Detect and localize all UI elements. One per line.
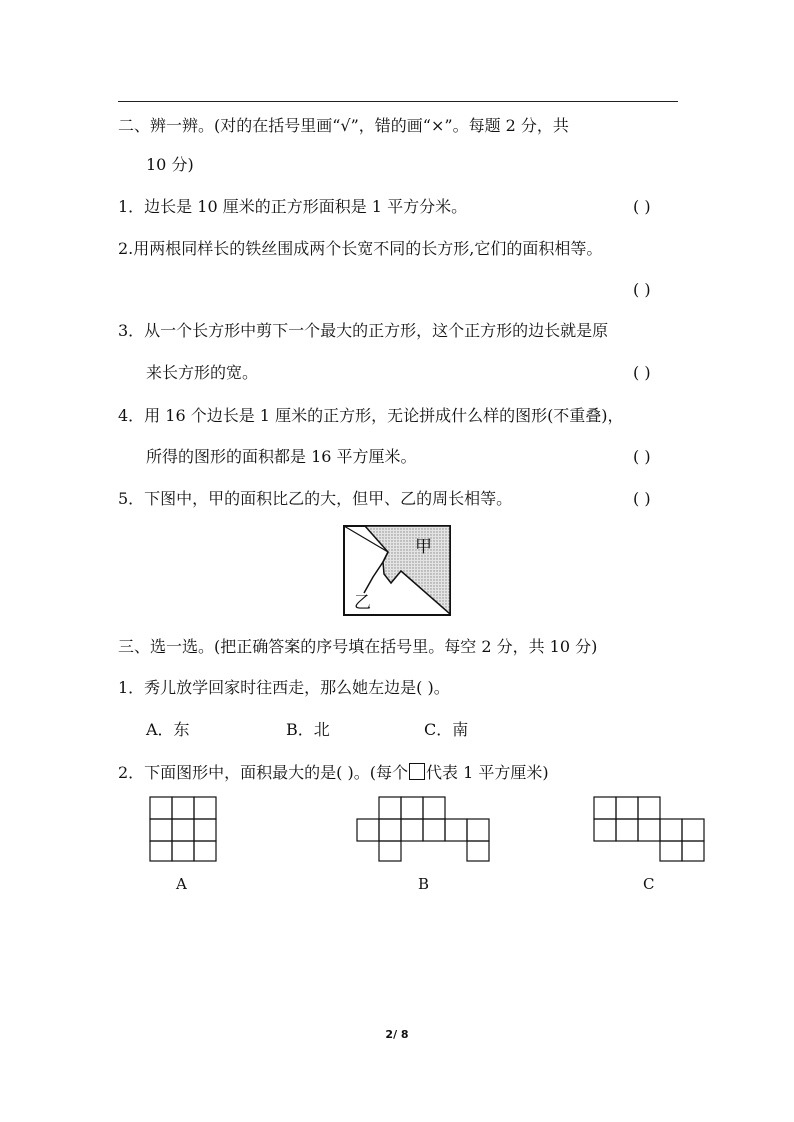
question-2-1: 1．边长是 10 厘米的正方形面积是 1 平方分米。 [118, 197, 468, 216]
grid-figure-a [149, 796, 219, 863]
option-c[interactable]: C．南 [424, 720, 469, 739]
jia-yi-figure [343, 525, 453, 617]
answer-paren-2-4[interactable]: ( ) [633, 447, 651, 466]
grid-label-a: A [176, 875, 187, 893]
question-2-4-line1: 4．用 16 个边长是 1 厘米的正方形，无论拼成什么样的图形(不重叠)， [118, 406, 624, 425]
question-2-2: 2.用两根同样长的铁丝围成两个长宽不同的长方形,它们的面积相等。 [118, 239, 603, 258]
grid-label-c: C [643, 875, 655, 893]
grid-figure-b [356, 796, 492, 863]
section2-header-line1: 二、辨一辨。(对的在括号里画“√”，错的画“×”。每题 2 分，共 [118, 116, 569, 135]
answer-paren-2-5[interactable]: ( ) [633, 489, 651, 508]
yi-label: 乙 [354, 593, 371, 613]
question-3-2-text-before: 2．下面图形中，面积最大的是( )。(每个 [118, 763, 408, 782]
section3-header: 三、选一选。(把正确答案的序号填在括号里。每空 2 分，共 10 分) [118, 637, 598, 656]
answer-paren-2-1[interactable]: ( ) [633, 197, 651, 216]
option-a[interactable]: A．东 [146, 720, 190, 739]
question-3-2 [118, 763, 549, 783]
question-2-3-line1: 3．从一个长方形中剪下一个最大的正方形，这个正方形的边长就是原 [118, 321, 609, 340]
section2-header-line2: 10 分) [146, 155, 194, 174]
answer-paren-2-2[interactable]: ( ) [633, 280, 651, 299]
option-b[interactable]: B．北 [286, 720, 330, 739]
answer-paren-2-3[interactable]: ( ) [633, 363, 651, 382]
question-2-3-line2: 来长方形的宽。 [146, 363, 259, 382]
top-rule [118, 101, 678, 102]
question-2-5: 5．下图中，甲的面积比乙的大，但甲、乙的周长相等。 [118, 489, 513, 508]
page-number: 2/ 8 [385, 1028, 409, 1041]
question-2-4-line2: 所得的图形的面积都是 16 平方厘米。 [146, 447, 417, 466]
question-3-1: 1．秀儿放学回家时往西走，那么她左边是( )。 [118, 678, 450, 697]
grid-figure-c [593, 796, 707, 863]
jia-label: 甲 [415, 537, 432, 557]
grid-label-b: B [418, 875, 430, 893]
question-3-2-text-after: 代表 1 平方厘米) [426, 763, 549, 782]
unit-square-icon [409, 763, 425, 780]
